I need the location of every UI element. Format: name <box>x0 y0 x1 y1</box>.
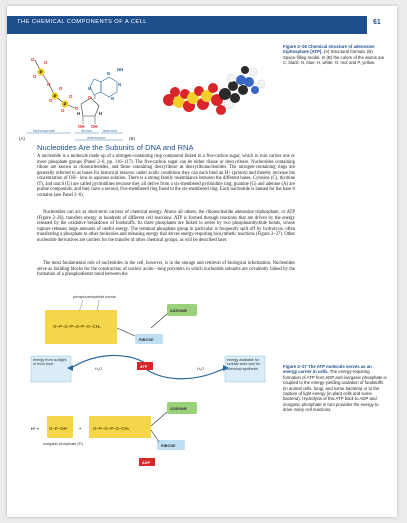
figure-2-27-caption <box>283 364 387 413</box>
atom-label-p: P <box>63 101 67 107</box>
atom-label-n: N <box>88 86 92 91</box>
adenine-label-atp: ADENINE <box>170 309 188 313</box>
panel-label-a: (A) <box>19 136 25 141</box>
atom-label-o: O <box>33 74 37 79</box>
water-label-left: H₂O <box>95 367 103 371</box>
atom-label-o: O <box>31 57 35 62</box>
running-header: THE CHEMICAL COMPONENTS OF A CELL <box>17 19 147 25</box>
atom-label-nh2: NH <box>117 67 124 72</box>
atom-label-o: O <box>75 106 79 111</box>
energy-input-label: energy from sunlight or from food <box>33 358 67 367</box>
section-heading: Nucleotides Are the Subunits of DNA and RNA <box>37 143 194 152</box>
figure-2-26-caption-title: Figure 2–26 Chemical structure of adenosine triphosphate (ATP). <box>283 44 375 55</box>
atom-label-n: N <box>107 71 111 76</box>
atom-label-oh: OH <box>91 124 98 129</box>
svg-text:O–P–OH: O–P–OH <box>49 426 67 431</box>
label-phosphoanhydride-bonds: phosphoanhydride bonds <box>73 295 116 299</box>
body-paragraph: A nucleotide is a molecule made up of a nitrogen-containing ring compound linked to a five-carbon sugar, which in turn carries one or more phosphate groups (Panel 2–6, pp. 116–117). The five-carbon sugar can be either ribose or deoxyribose. Nucleotides containing ribose are known as ribonucleotides, and those containing deoxyribose as deoxyribonucleotides. The nitrogen-containing rings are generally referred to as bases for historical reasons: under acidic conditions they can each bind an H+ (proton) and thereby increase the concentration of OH− ions in aqueous solution. There is a strong family resemblance between the different bases. Cytosine (C), thymine (T), and uracil (U) are called pyrimidines because they all derive from a six-membered pyrimidine ring; guanine (G) and adenine (A) are purine compounds, and they have a second, five-membered ring fused to the six-membered ring. Each nucleotide is named for the base it contains (see Panel 2–6). <box>37 154 295 198</box>
atom-label-o: O <box>61 108 65 113</box>
page-number: 61 <box>373 19 381 26</box>
atom-label-n: N <box>118 82 122 87</box>
textbook-page <box>7 6 397 517</box>
arrow-hydrolysis <box>147 368 225 379</box>
water-label-right: H₂O <box>197 367 205 371</box>
ribose-label-adp: RIBOSE <box>161 444 176 448</box>
label-triphosphate: triphosphate <box>33 128 56 133</box>
label-ribose: ribose <box>81 128 92 133</box>
label-adenosine: adenosine <box>87 135 106 140</box>
atom-label-p: P <box>39 69 43 75</box>
body-paragraph: Nucleotides can act as short-term carriers of chemical energy. Above all others, the ribonucleotide adenosine triphosphate, or ATP (Figure 2–26), transfers energy in hundreds of different cell reactions. ATP is formed through reactions that are driven by the energy released by the oxidative breakdown of foodstuffs. Its three phosphates are linked in series by two phosphoanhydride bonds, whose rupture releases large amounts of useful energy. The terminal phosphate group in particular is frequently split off by hydrolysis, often transferring a phosphate to other molecules and releasing energy that drives energy-requiring biosynthetic reactions (Figure 2–27). Other nucleotide derivatives are carriers for the transfer of other chemical groups, as will be described later. <box>37 210 295 243</box>
figure-2-27-caption-body: The energy-requiring formation of ATP from ADP and inorganic phosphate is coupled to the energy-yielding oxidation of foodstuffs (in animal cells, fungi, and some bacteria) or to the capture of light energy (in plant cells and some bacteria). Hydrolysis of this ATP back to ADP and inorganic phosphate in turn provides the energy to drive many cell reactions. <box>283 369 387 413</box>
figure-2-26-caption <box>283 44 387 66</box>
plus-sign: + <box>79 427 82 431</box>
atom-label-o: O <box>59 86 63 91</box>
atp-structure-illustration <box>19 44 269 144</box>
figure-2-27-caption-title: Figure 2–27 The ATP molecule serves as an energy carrier in cells. <box>283 364 372 375</box>
atp-space-filling-model <box>163 66 265 115</box>
atom-label-h: H <box>77 111 81 116</box>
atom-label-o: O <box>88 95 92 100</box>
figure-2-27 <box>17 290 279 515</box>
atom-label-o: O <box>47 82 51 87</box>
proton-label: H⁺ + <box>31 427 40 431</box>
atp-energy-cycle-diagram <box>17 290 279 510</box>
figure-2-26-caption-body: (A) Structural formula. (B) Space-filling model. In (B) the colors of the atoms are C, black; N, blue; H, white; O, red; and P, yellow. <box>283 49 385 66</box>
svg-text:O–P–O–P–O–P–O–CH₂: O–P–O–P–O–P–O–CH₂ <box>53 324 101 329</box>
ribose-label-atp: RIBOSE <box>139 338 154 342</box>
figure-2-26 <box>19 44 269 149</box>
atom-label-o: O <box>44 60 48 65</box>
atom-label-oh: OH <box>78 124 85 129</box>
atom-label-o: O <box>49 98 53 103</box>
arrow-synthesis <box>71 355 147 368</box>
adp-badge-label: ADP <box>142 461 151 465</box>
energy-output-label: energy available for cellular work and for chemical synthesis <box>227 358 260 371</box>
atom-label-h: H <box>99 111 103 116</box>
label-adenine: adenine <box>103 128 118 133</box>
atom-label-p: P <box>53 93 57 99</box>
panel-label-b: (B) <box>129 136 135 141</box>
atom-label-o: O <box>69 94 73 99</box>
body-paragraph: The most fundamental role of nucleotides in the cell, however, is in the storage and retrieval of biological information. Nucleotides serve as building blocks for the construction of nucleic acids—long polymers in which nucleotide subunits are covalently linked by the formation of a phosphodiester bond between the <box>37 261 295 278</box>
adenine-label-adp: ADENINE <box>170 407 188 411</box>
inorganic-phosphate-label: inorganic phosphate (Pᵢ) <box>43 442 83 446</box>
svg-text:O–P–O–P–O–CH₂: O–P–O–P–O–CH₂ <box>93 426 130 431</box>
atp-badge-label: ATP <box>140 365 148 369</box>
atom-label-n: N <box>111 96 115 101</box>
